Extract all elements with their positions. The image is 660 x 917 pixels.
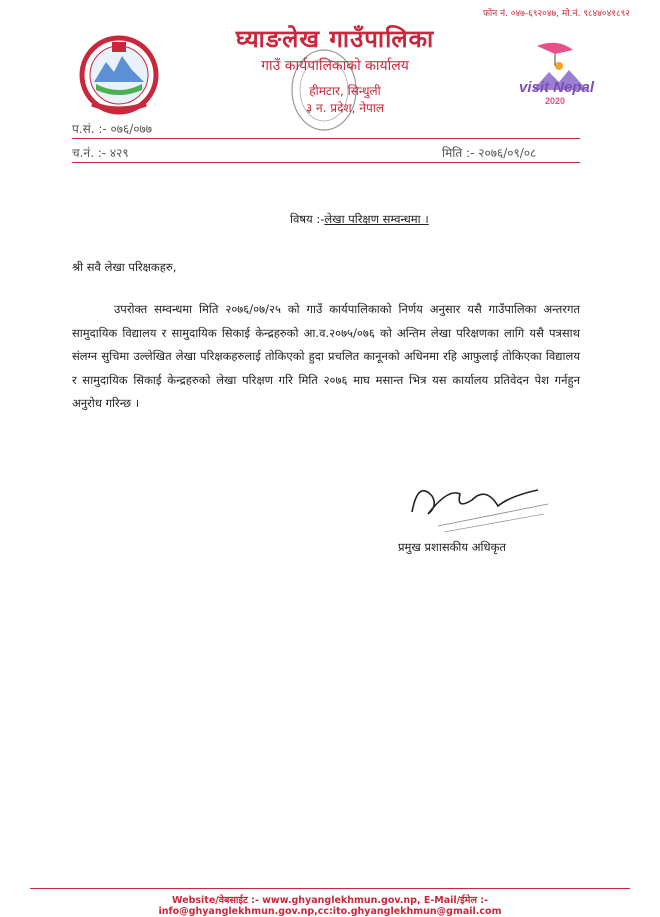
dispatch-number: च.नं. :- ४२९	[72, 146, 129, 160]
reference-number: प.सं. :- ०७६/०७७	[72, 122, 153, 136]
subject-text: लेखा परिक्षण सम्वन्धमा ।	[324, 212, 429, 226]
address-line-1: हीमटार, सिन्धुली	[309, 84, 381, 98]
signature-stamp	[398, 466, 558, 538]
reference-divider	[72, 138, 580, 139]
phone-line: फोन नं. ०४७-६९२०४७, मो.नं. ९८४४०४१८९२	[482, 9, 630, 19]
office-stamp-icon	[288, 46, 360, 134]
visit-nepal-logo	[515, 40, 605, 108]
letter-date: मिति :- २०७६/०९/०८	[442, 146, 537, 160]
visit-nepal-text: visit Nepal	[519, 79, 595, 96]
letter-body	[72, 298, 580, 416]
body-paragraph: उपरोक्त सम्वन्धमा मिति २०७६/०७/२५ को गाउँ कार्यपालिकाको निर्णय अनुसार यसै गाउँपालिका अन्तरगत सामुदायिक विद्यालय र सामुदायिक सिकाई केन्द्रहरुको आ.व.२०७५/०७६ को अन्तिम लेखा परिक्षणका लागि यसै पत्रसाथ संलग्न सुचिमा उल्लेखित लेखा परिक्षकहरुलाई तोकिएको हुदा प्रचलित कानूनको अधिनमा रहि आफुलाई तोकिएका विद्यालय र सामुदायिक सिकाई केन्द्रहरुको लेखा परिक्षण गरि मिति २०७६ माघ मसान्त भित्र यस कार्यालय प्रतिवेदन पेश गर्नहुन अनुरोध गरिन्छ ।	[72, 302, 580, 410]
subject-line	[290, 212, 429, 227]
footer-contact: Website/वेबसाईट :- www.ghyanglekhmun.gov.np, E-Mail/ईमेल :-info@ghyanglekhmun.gov.np,cc:ito.ghyanglekhmun@gmail.com	[158, 895, 502, 917]
footer-divider	[30, 888, 630, 889]
visit-nepal-year: 2020	[545, 96, 566, 106]
office-name: गाउँ कार्यपालिकाको कार्यालय	[261, 58, 409, 74]
reference-divider-bottom	[72, 162, 580, 163]
address-line-2: ३ न. प्रदेश, नेपाल	[305, 101, 385, 115]
signatory-title: प्रमुख प्रशासकीय अधिकृत	[398, 540, 506, 554]
salutation: श्री सवै लेखा परिक्षकहरु,	[72, 260, 177, 274]
subject-label: विषय :-	[290, 212, 325, 226]
municipality-title: घ्याङलेख गाउँपालिका	[235, 25, 435, 53]
nepal-emblem-icon	[76, 34, 162, 116]
